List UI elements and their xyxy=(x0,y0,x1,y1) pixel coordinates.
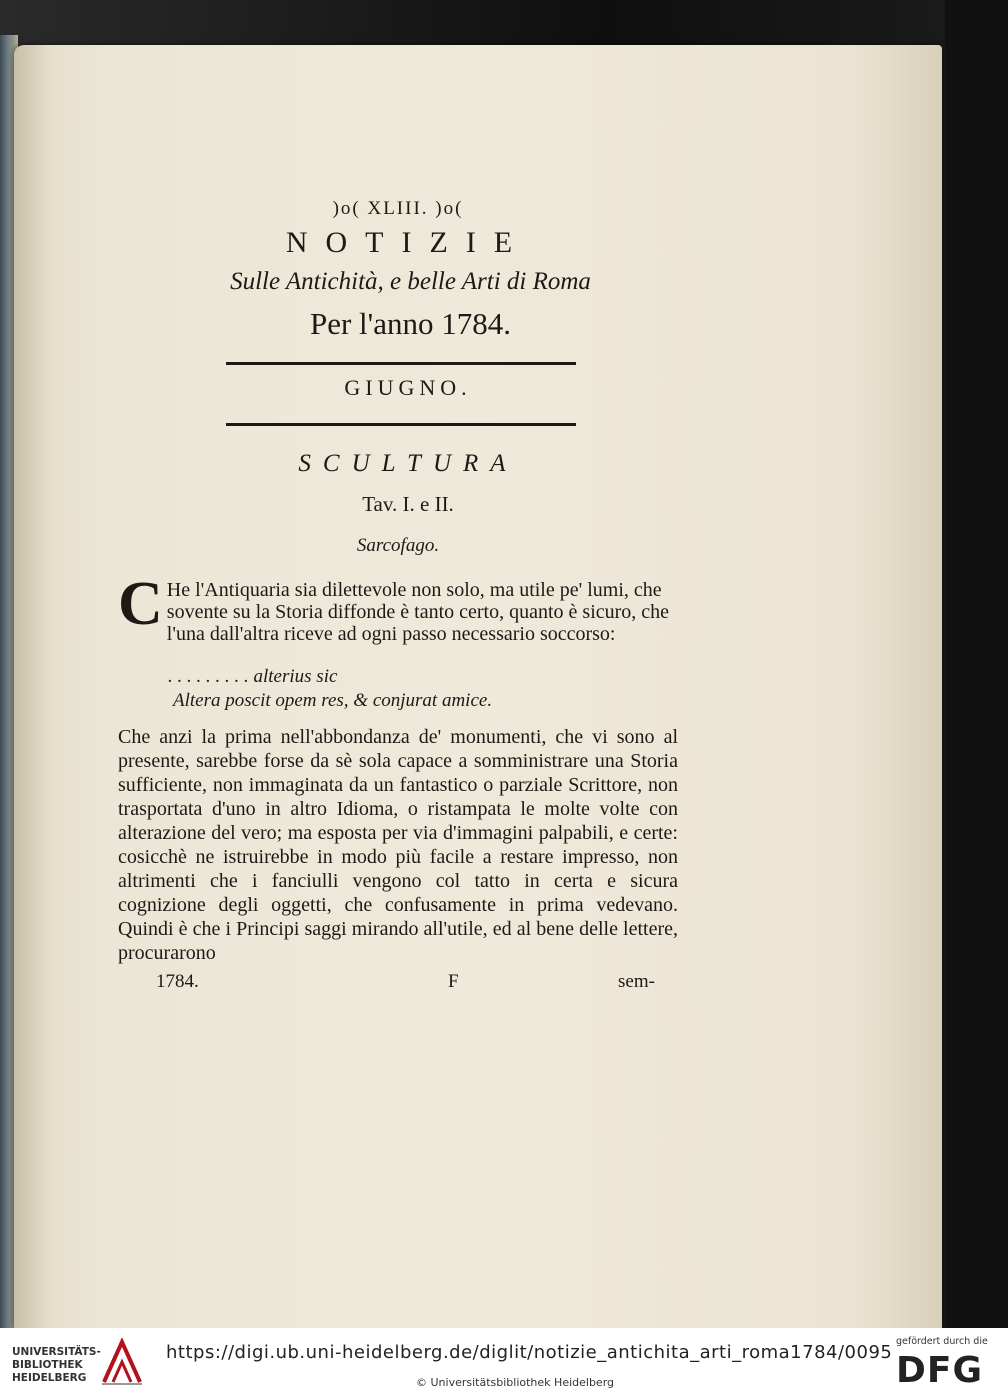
section-heading: SCULTURA xyxy=(298,450,518,477)
dfg-funding-note: gefördert durch die xyxy=(896,1336,988,1347)
page-foot xyxy=(118,971,678,997)
dfg-logo[interactable]: DFG xyxy=(896,1350,984,1391)
library-line-3: HEIDELBERG xyxy=(12,1372,87,1384)
bottom-rule xyxy=(226,423,576,426)
paragraph-1-text: He l'Antiquaria sia dilettevole non solo, ma utile pe' lumi, che sovente su la Storia diffonde è tanto certo, quanto è sicuro, che l'una dall'altra riceve ad ogni passo necessario soccorso: xyxy=(166,579,670,645)
page-content xyxy=(118,190,678,997)
latin-quote xyxy=(118,665,678,713)
permalink-url[interactable]: https://digi.ub.uni-heidelberg.de/diglit/notizie_antichita_arti_roma1784/0095 xyxy=(166,1342,893,1363)
foot-year: 1784. xyxy=(156,971,199,992)
library-line-2: BIBLIOTHEK xyxy=(12,1359,83,1371)
page-title: NOTIZIE xyxy=(285,226,531,259)
copyright-notice: © Universitätsbibliothek Heidelberg xyxy=(416,1376,615,1389)
month-heading: GIUGNO. xyxy=(344,375,472,400)
plate-reference: Tav. I. e II. xyxy=(362,492,454,516)
drop-cap: C xyxy=(118,570,163,638)
top-rule xyxy=(226,362,576,365)
running-head: )o( XLIII. )o( xyxy=(332,198,464,219)
year-line: Per l'anno 1784. xyxy=(309,306,512,341)
library-line-1: UNIVERSITÄTS- xyxy=(12,1346,101,1358)
viewer-footer xyxy=(0,1328,1008,1400)
caption: Sarcofago. xyxy=(356,535,440,556)
quote-line-1: . . . . . . . . . alterius sic xyxy=(168,666,338,687)
signature-mark: F xyxy=(448,971,459,992)
paragraph-2: Che anzi la prima nell'abbondanza de' monumenti, che vi sono al presente, sarebbe forse da sè sola capace a somministrare una Storia sufficiente, non immaginata da un fantastico o parziale Scrittore, non trasportata d'uno in altro Idioma, o ristampata le molte volte con alterazione del vero; ma esposta per via d'immagini palpabili, e certe: cosicchè ne istruirebbe in modo più facile a restare impresso, non altrimenti che i fanciulli vengono col tatto in certa e sicura cognizione degli oggetti, che confusamente in prima vedevano. Quindi è che i Principi saggi mirando all'utile, ed al bene delle lettere, procurarono xyxy=(118,726,678,964)
library-logo-text[interactable] xyxy=(12,1346,101,1385)
quote-line-2: Altera poscit opem res, & conjurat amice. xyxy=(173,690,493,711)
page-subtitle: Sulle Antichità, e belle Arti di Roma xyxy=(230,268,591,295)
library-logo-icon xyxy=(100,1338,144,1386)
catchword: sem- xyxy=(618,971,655,992)
scan-background-strip xyxy=(945,0,1008,1328)
paragraph-1 xyxy=(118,570,678,645)
